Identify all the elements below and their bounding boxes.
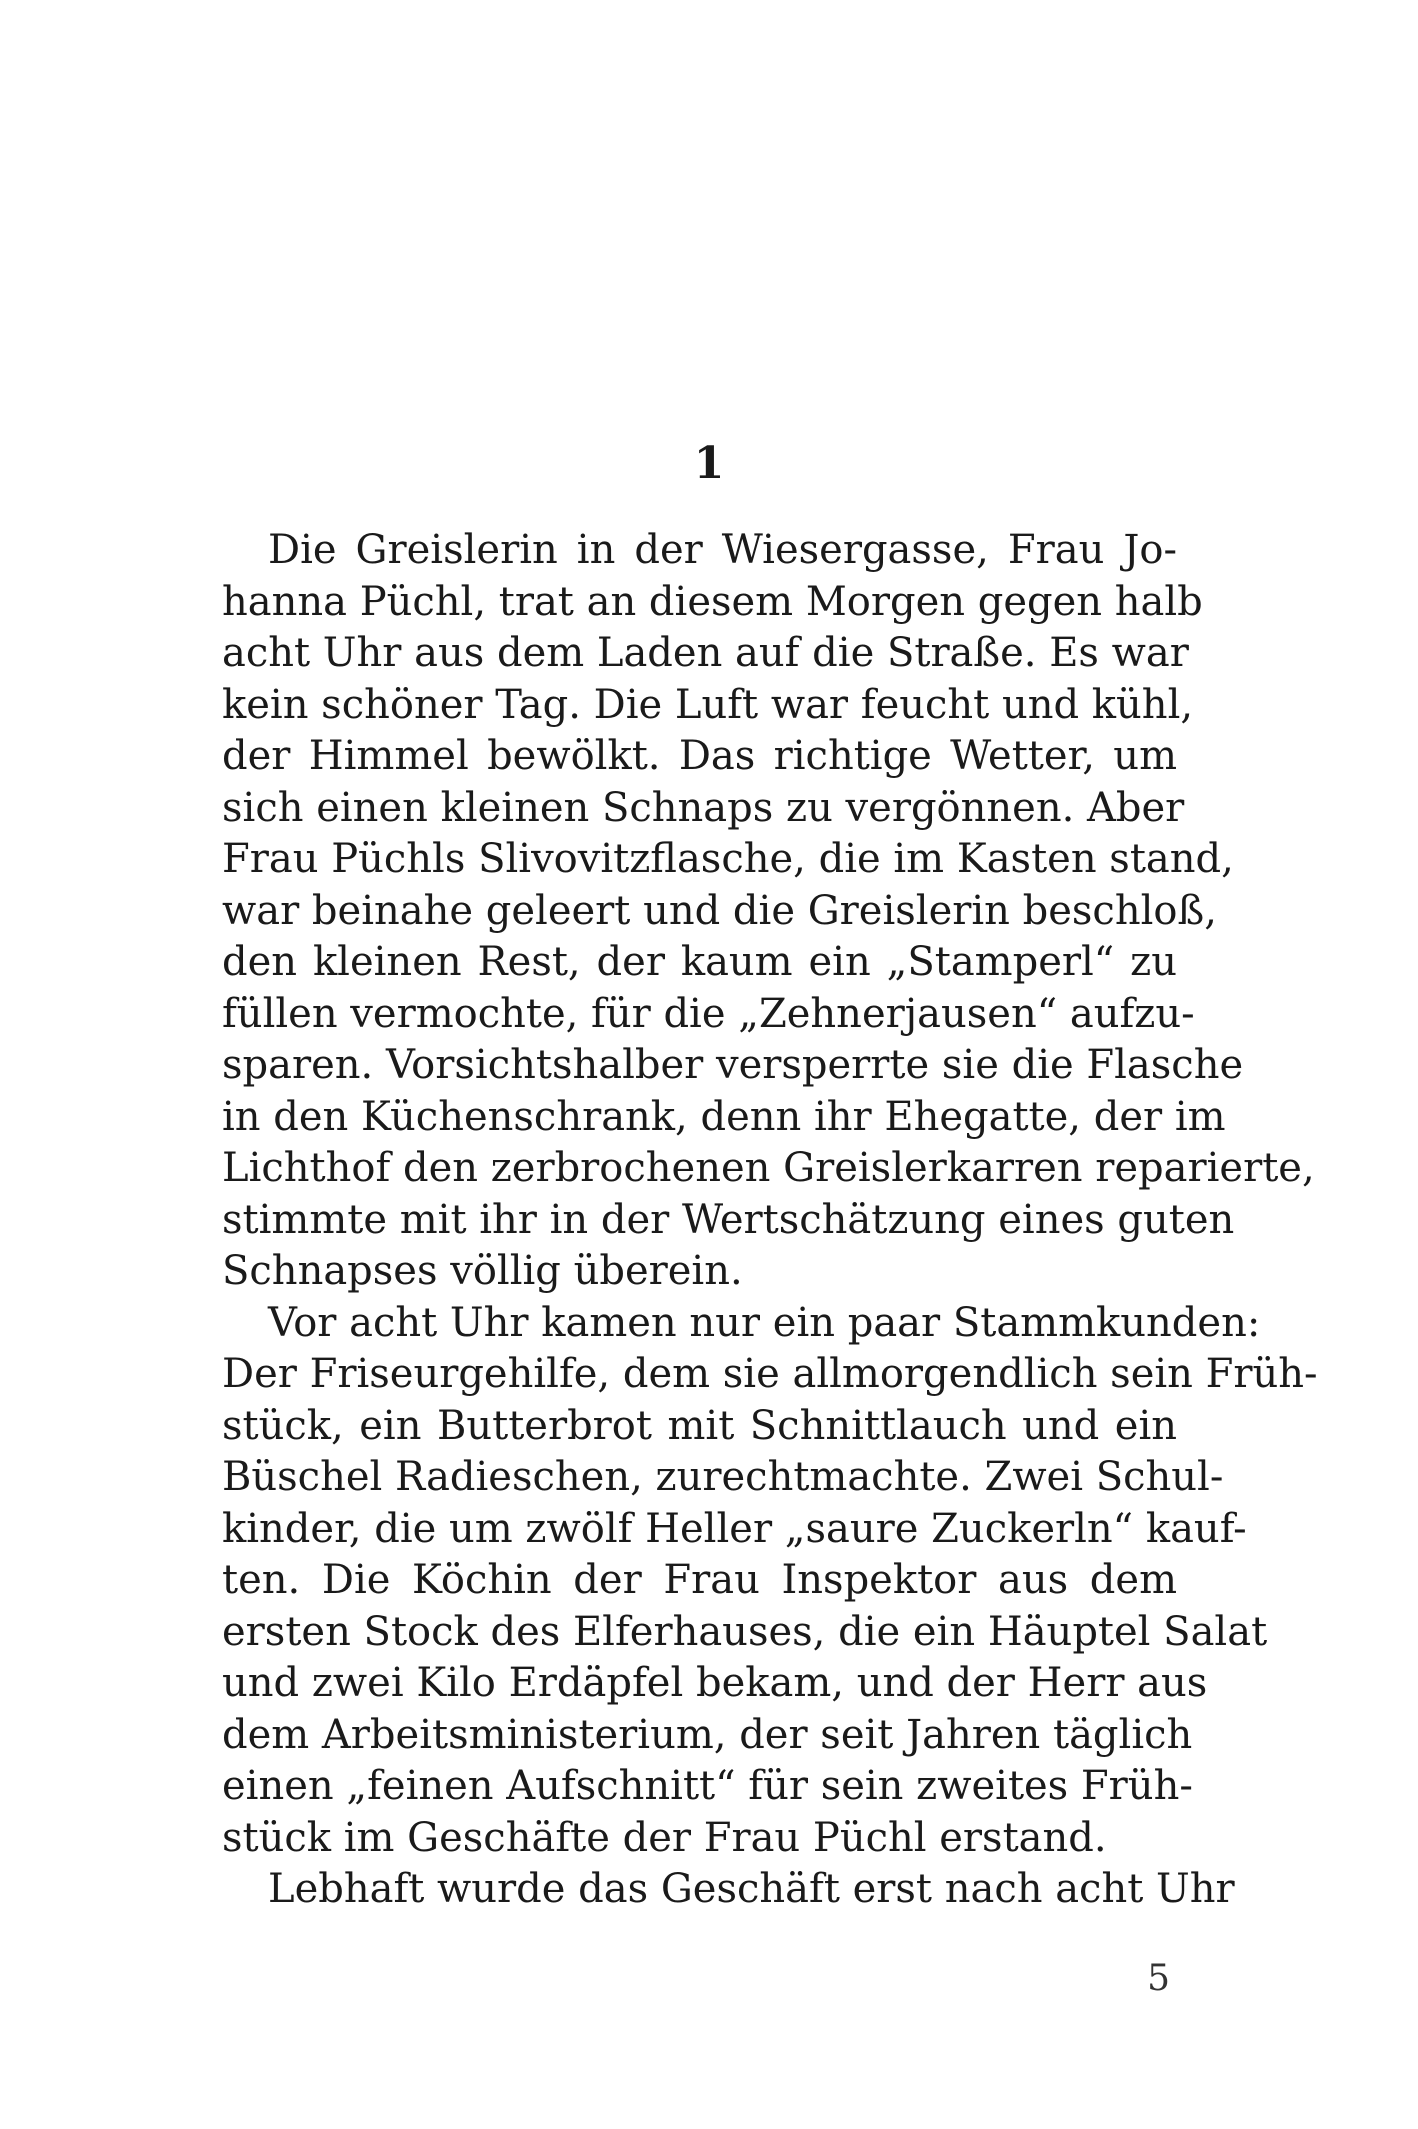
chapter-number: 1 (693, 438, 725, 489)
text-line: ten. Die Köchin der Frau Inspektor aus dem (222, 1557, 1177, 1603)
text-line: einen „feinen Aufschnitt“ für sein zweites Früh- (222, 1763, 1193, 1809)
text-line: Der Friseurgehilfe, dem sie allmorgendlich sein Früh- (222, 1351, 1318, 1397)
text-line: kinder, die um zwölf Heller „saure Zuckerln“ kauf- (222, 1505, 1247, 1552)
text-line: Lebhaft wurde das Geschäft erst nach acht Uhr (268, 1866, 1235, 1912)
text-line: stimmte mit ihr in der Wertschätzung eines guten (222, 1196, 1235, 1243)
page-number: 5 (1147, 1958, 1170, 1999)
text-line: acht Uhr aus dem Laden auf die Straße. Es war (222, 630, 1189, 676)
text-line: Die Greislerin in der Wiesergasse, Frau Jo- (268, 527, 1177, 573)
text-line: der Himmel bewölkt. Das richtige Wetter, um (222, 733, 1177, 779)
text-line: den kleinen Rest, der kaum ein „Stamperl“ zu (222, 939, 1177, 985)
text-line: stück im Geschäfte der Frau Püchl erstand. (222, 1814, 1107, 1861)
text-line: sparen. Vorsichtshalber versperrte sie die Flasche (222, 1042, 1244, 1088)
text-line: kein schöner Tag. Die Luft war feucht und kühl, (222, 681, 1194, 728)
text-line: dem Arbeitsministerium, der seit Jahren täglich (222, 1711, 1193, 1758)
text-line: Vor acht Uhr kamen nur ein paar Stammkunden: (268, 1299, 1261, 1346)
text-line: Schnapses völlig überein. (222, 1248, 743, 1294)
text-line: und zwei Kilo Erdäpfel bekam, und der Herr aus (222, 1660, 1208, 1706)
text-line: hanna Püchl, trat an diesem Morgen gegen halb (222, 578, 1203, 625)
text-line: füllen vermochte, für die „Zehnerjausen“ aufzu- (222, 990, 1195, 1037)
text-line: sich einen kleinen Schnaps zu vergönnen. Aber (222, 784, 1185, 831)
text-line: in den Küchenschrank, denn ihr Ehegatte, der im (222, 1093, 1226, 1140)
text-line: Frau Püchls Slivovitzflasche, die im Kasten stand, (222, 836, 1234, 882)
text-line: ersten Stock des Elferhauses, die ein Häuptel Salat (222, 1608, 1268, 1655)
text-line: Lichthof den zerbrochenen Greislerkarren reparierte, (222, 1145, 1315, 1191)
text-line: Büschel Radieschen, zurechtmachte. Zwei Schul- (222, 1454, 1224, 1500)
body-text (222, 525, 1318, 1916)
text-line: war beinahe geleert und die Greislerin beschloß, (222, 887, 1217, 934)
text-line: stück, ein Butterbrot mit Schnittlauch und ein (222, 1402, 1177, 1449)
